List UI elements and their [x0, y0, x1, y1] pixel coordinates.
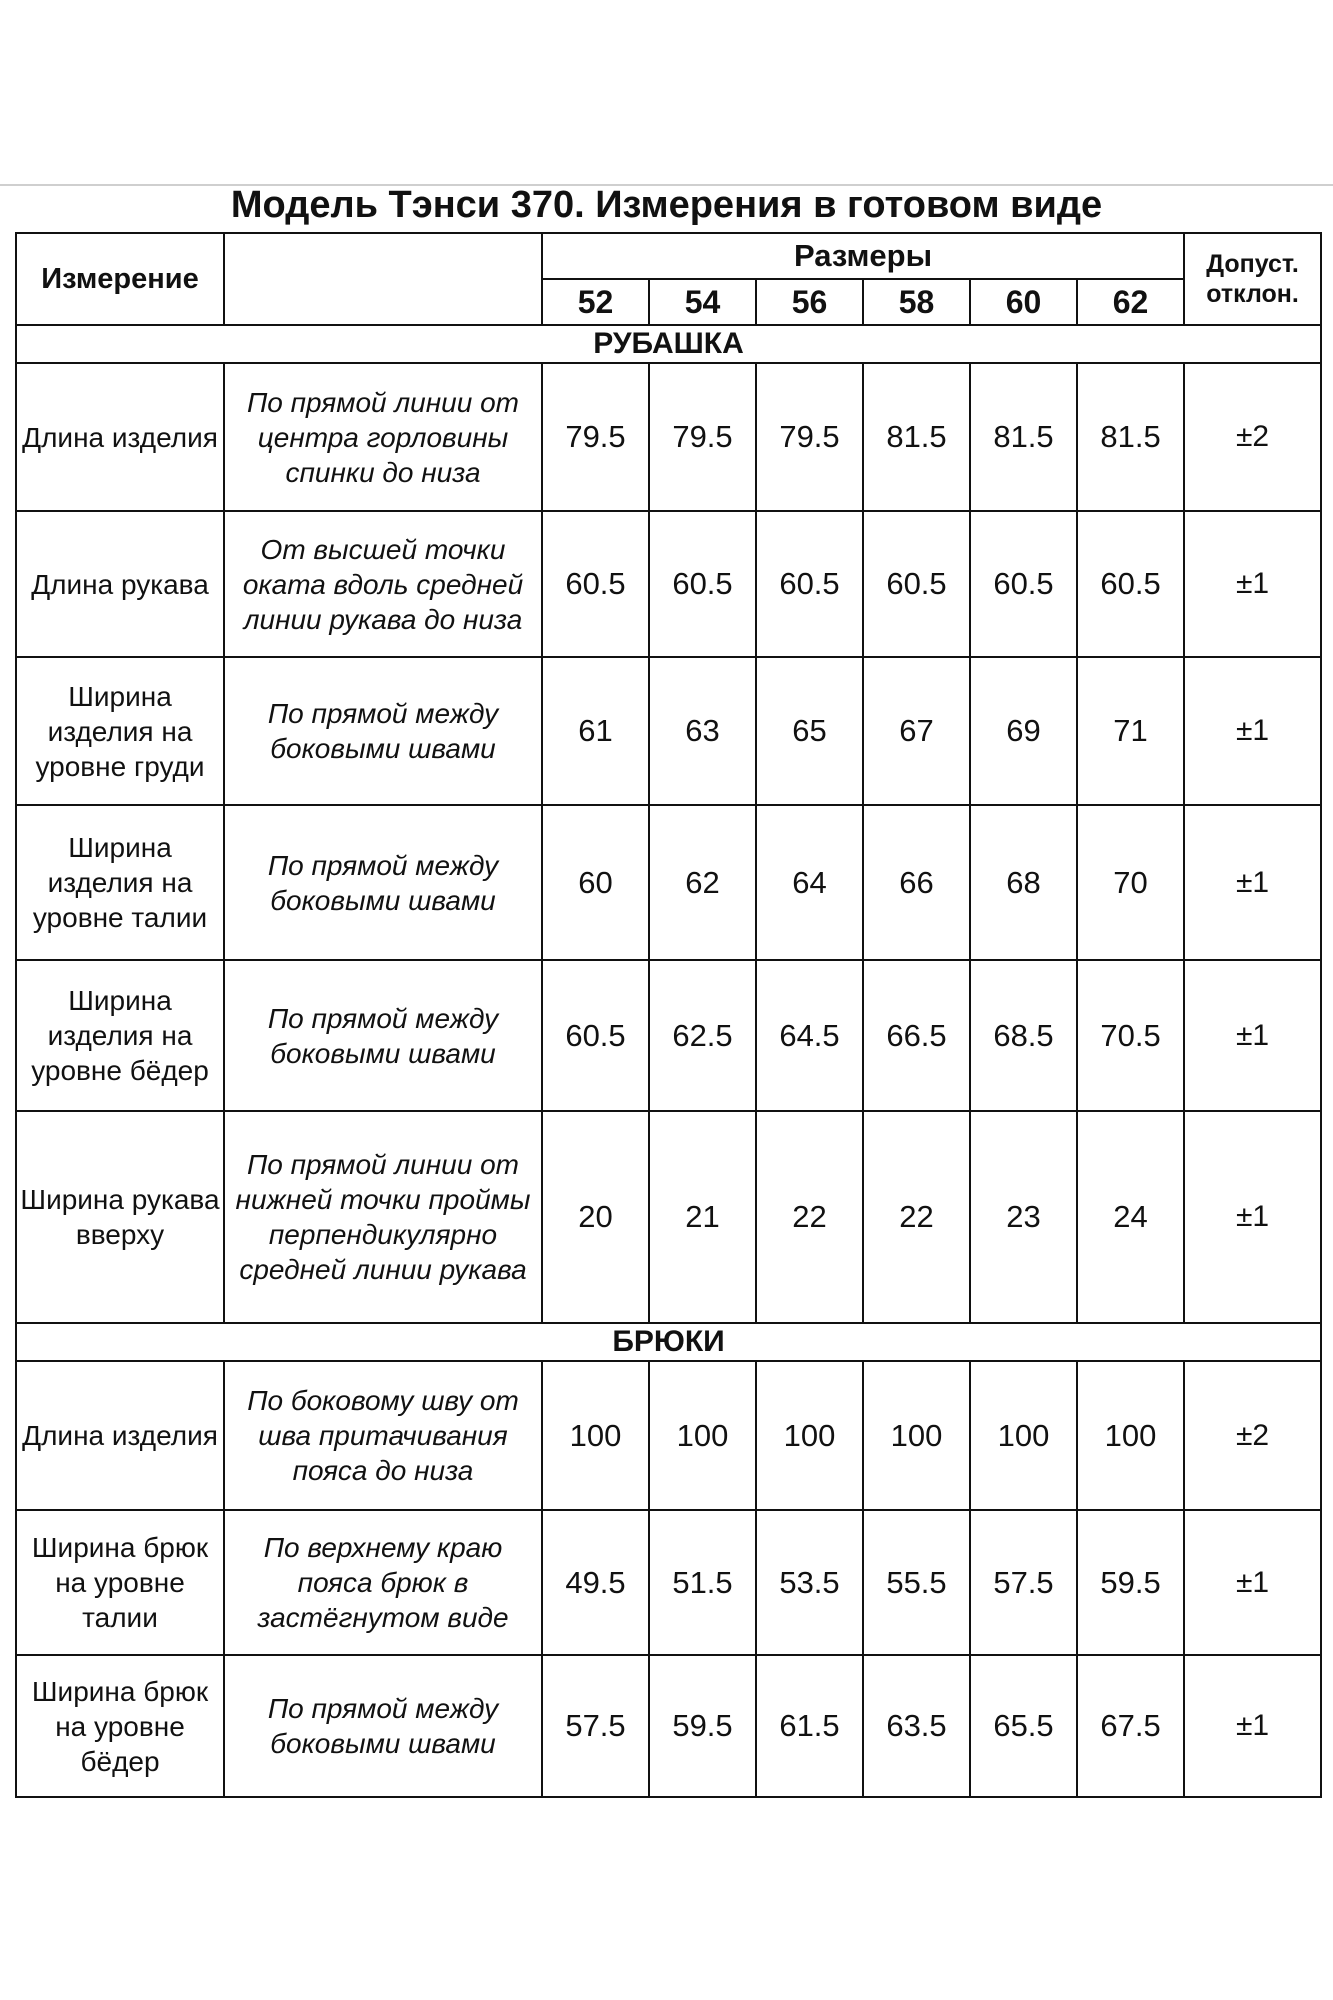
measurement-name: Ширина изделия на уровне талии — [16, 805, 224, 960]
size-value: 68.5 — [970, 960, 1077, 1111]
size-value: 60.5 — [649, 511, 756, 657]
measurement-description: По прямой между боковыми швами — [224, 805, 542, 960]
size-value: 81.5 — [970, 363, 1077, 511]
size-value: 63 — [649, 657, 756, 805]
table-row — [16, 1361, 1321, 1510]
size-value: 22 — [756, 1111, 863, 1323]
size-value: 100 — [863, 1361, 970, 1510]
tolerance-value: ±1 — [1184, 1111, 1321, 1323]
size-value: 24 — [1077, 1111, 1184, 1323]
measurement-name: Ширина изделия на уровне бёдер — [16, 960, 224, 1111]
size-value: 64 — [756, 805, 863, 960]
size-value: 60.5 — [970, 511, 1077, 657]
size-value: 61 — [542, 657, 649, 805]
size-value: 100 — [1077, 1361, 1184, 1510]
measurement-name: Длина рукава — [16, 511, 224, 657]
size-value: 59.5 — [1077, 1510, 1184, 1655]
size-value: 22 — [863, 1111, 970, 1323]
table-row — [16, 511, 1321, 657]
size-value: 57.5 — [970, 1510, 1077, 1655]
size-value: 71 — [1077, 657, 1184, 805]
table-row — [16, 657, 1321, 805]
tolerance-value: ±1 — [1184, 1510, 1321, 1655]
size-value: 60 — [542, 805, 649, 960]
size-value: 23 — [970, 1111, 1077, 1323]
size-value: 67 — [863, 657, 970, 805]
measurement-name: Длина изделия — [16, 1361, 224, 1510]
size-value: 20 — [542, 1111, 649, 1323]
header-tolerance: Допуст. отклон. — [1184, 233, 1321, 325]
size-value: 53.5 — [756, 1510, 863, 1655]
size-value: 61.5 — [756, 1655, 863, 1797]
size-52: 52 — [542, 279, 649, 325]
section-row — [16, 325, 1321, 363]
size-value: 100 — [970, 1361, 1077, 1510]
size-value: 70 — [1077, 805, 1184, 960]
measurement-name: Длина изделия — [16, 363, 224, 511]
size-54: 54 — [649, 279, 756, 325]
measurement-name: Ширина изделия на уровне груди — [16, 657, 224, 805]
tolerance-value: ±1 — [1184, 960, 1321, 1111]
size-value: 70.5 — [1077, 960, 1184, 1111]
size-value: 79.5 — [756, 363, 863, 511]
size-value: 55.5 — [863, 1510, 970, 1655]
table-row — [16, 805, 1321, 960]
header-row — [16, 233, 1321, 279]
size-value: 100 — [649, 1361, 756, 1510]
measurement-description: По прямой между боковыми швами — [224, 960, 542, 1111]
size-value: 66 — [863, 805, 970, 960]
header-measurement: Измерение — [16, 233, 224, 325]
tolerance-value: ±2 — [1184, 1361, 1321, 1510]
size-value: 64.5 — [756, 960, 863, 1111]
size-value: 81.5 — [1077, 363, 1184, 511]
size-value: 100 — [756, 1361, 863, 1510]
measurement-name: Ширина брюк на уровне бёдер — [16, 1655, 224, 1797]
header-description — [224, 233, 542, 325]
size-value: 66.5 — [863, 960, 970, 1111]
table-body — [16, 233, 1321, 1797]
section-title: РУБАШКА — [16, 325, 1321, 363]
size-value: 68 — [970, 805, 1077, 960]
size-value: 100 — [542, 1361, 649, 1510]
header-sizes: Размеры — [542, 233, 1184, 279]
size-value: 60.5 — [863, 511, 970, 657]
table-row — [16, 1655, 1321, 1797]
section-row — [16, 1323, 1321, 1361]
measurement-description: По прямой между боковыми швами — [224, 657, 542, 805]
measurement-description: По прямой линии от центра горловины спинки до низа — [224, 363, 542, 511]
page-title: Модель Тэнси 370. Измерения в готовом виде — [230, 184, 1103, 226]
size-value: 62 — [649, 805, 756, 960]
measurement-name: Ширина рукава вверху — [16, 1111, 224, 1323]
size-62: 62 — [1077, 279, 1184, 325]
size-value: 59.5 — [649, 1655, 756, 1797]
tolerance-value: ±1 — [1184, 1655, 1321, 1797]
size-value: 63.5 — [863, 1655, 970, 1797]
measurement-description: По боковому шву от шва притачивания пояса до низа — [224, 1361, 542, 1510]
tolerance-value: ±2 — [1184, 363, 1321, 511]
size-value: 57.5 — [542, 1655, 649, 1797]
size-value: 60.5 — [1077, 511, 1184, 657]
table-row — [16, 363, 1321, 511]
size-value: 65.5 — [970, 1655, 1077, 1797]
size-value: 69 — [970, 657, 1077, 805]
size-value: 79.5 — [542, 363, 649, 511]
size-58: 58 — [863, 279, 970, 325]
section-title: БРЮКИ — [16, 1323, 1321, 1361]
size-value: 60.5 — [542, 960, 649, 1111]
tolerance-value: ±1 — [1184, 511, 1321, 657]
size-value: 60.5 — [542, 511, 649, 657]
size-56: 56 — [756, 279, 863, 325]
size-value: 62.5 — [649, 960, 756, 1111]
size-value: 81.5 — [863, 363, 970, 511]
measurement-description: По прямой между боковыми швами — [224, 1655, 542, 1797]
measurement-description: От высшей точки оката вдоль средней линии рукава до низа — [224, 511, 542, 657]
tolerance-value: ±1 — [1184, 657, 1321, 805]
size-value: 49.5 — [542, 1510, 649, 1655]
table-row — [16, 1510, 1321, 1655]
measurement-name: Ширина брюк на уровне талии — [16, 1510, 224, 1655]
size-value: 60.5 — [756, 511, 863, 657]
size-value: 51.5 — [649, 1510, 756, 1655]
size-value: 65 — [756, 657, 863, 805]
tolerance-value: ±1 — [1184, 805, 1321, 960]
size-60: 60 — [970, 279, 1077, 325]
measurement-description: По верхнему краю пояса брюк в застёгнутом виде — [224, 1510, 542, 1655]
size-table — [15, 232, 1322, 1798]
size-value: 21 — [649, 1111, 756, 1323]
table-row — [16, 1111, 1321, 1323]
measurement-description: По прямой линии от нижней точки проймы перпендикулярно средней линии рукава — [224, 1111, 542, 1323]
size-value: 79.5 — [649, 363, 756, 511]
table-row — [16, 960, 1321, 1111]
size-value: 67.5 — [1077, 1655, 1184, 1797]
